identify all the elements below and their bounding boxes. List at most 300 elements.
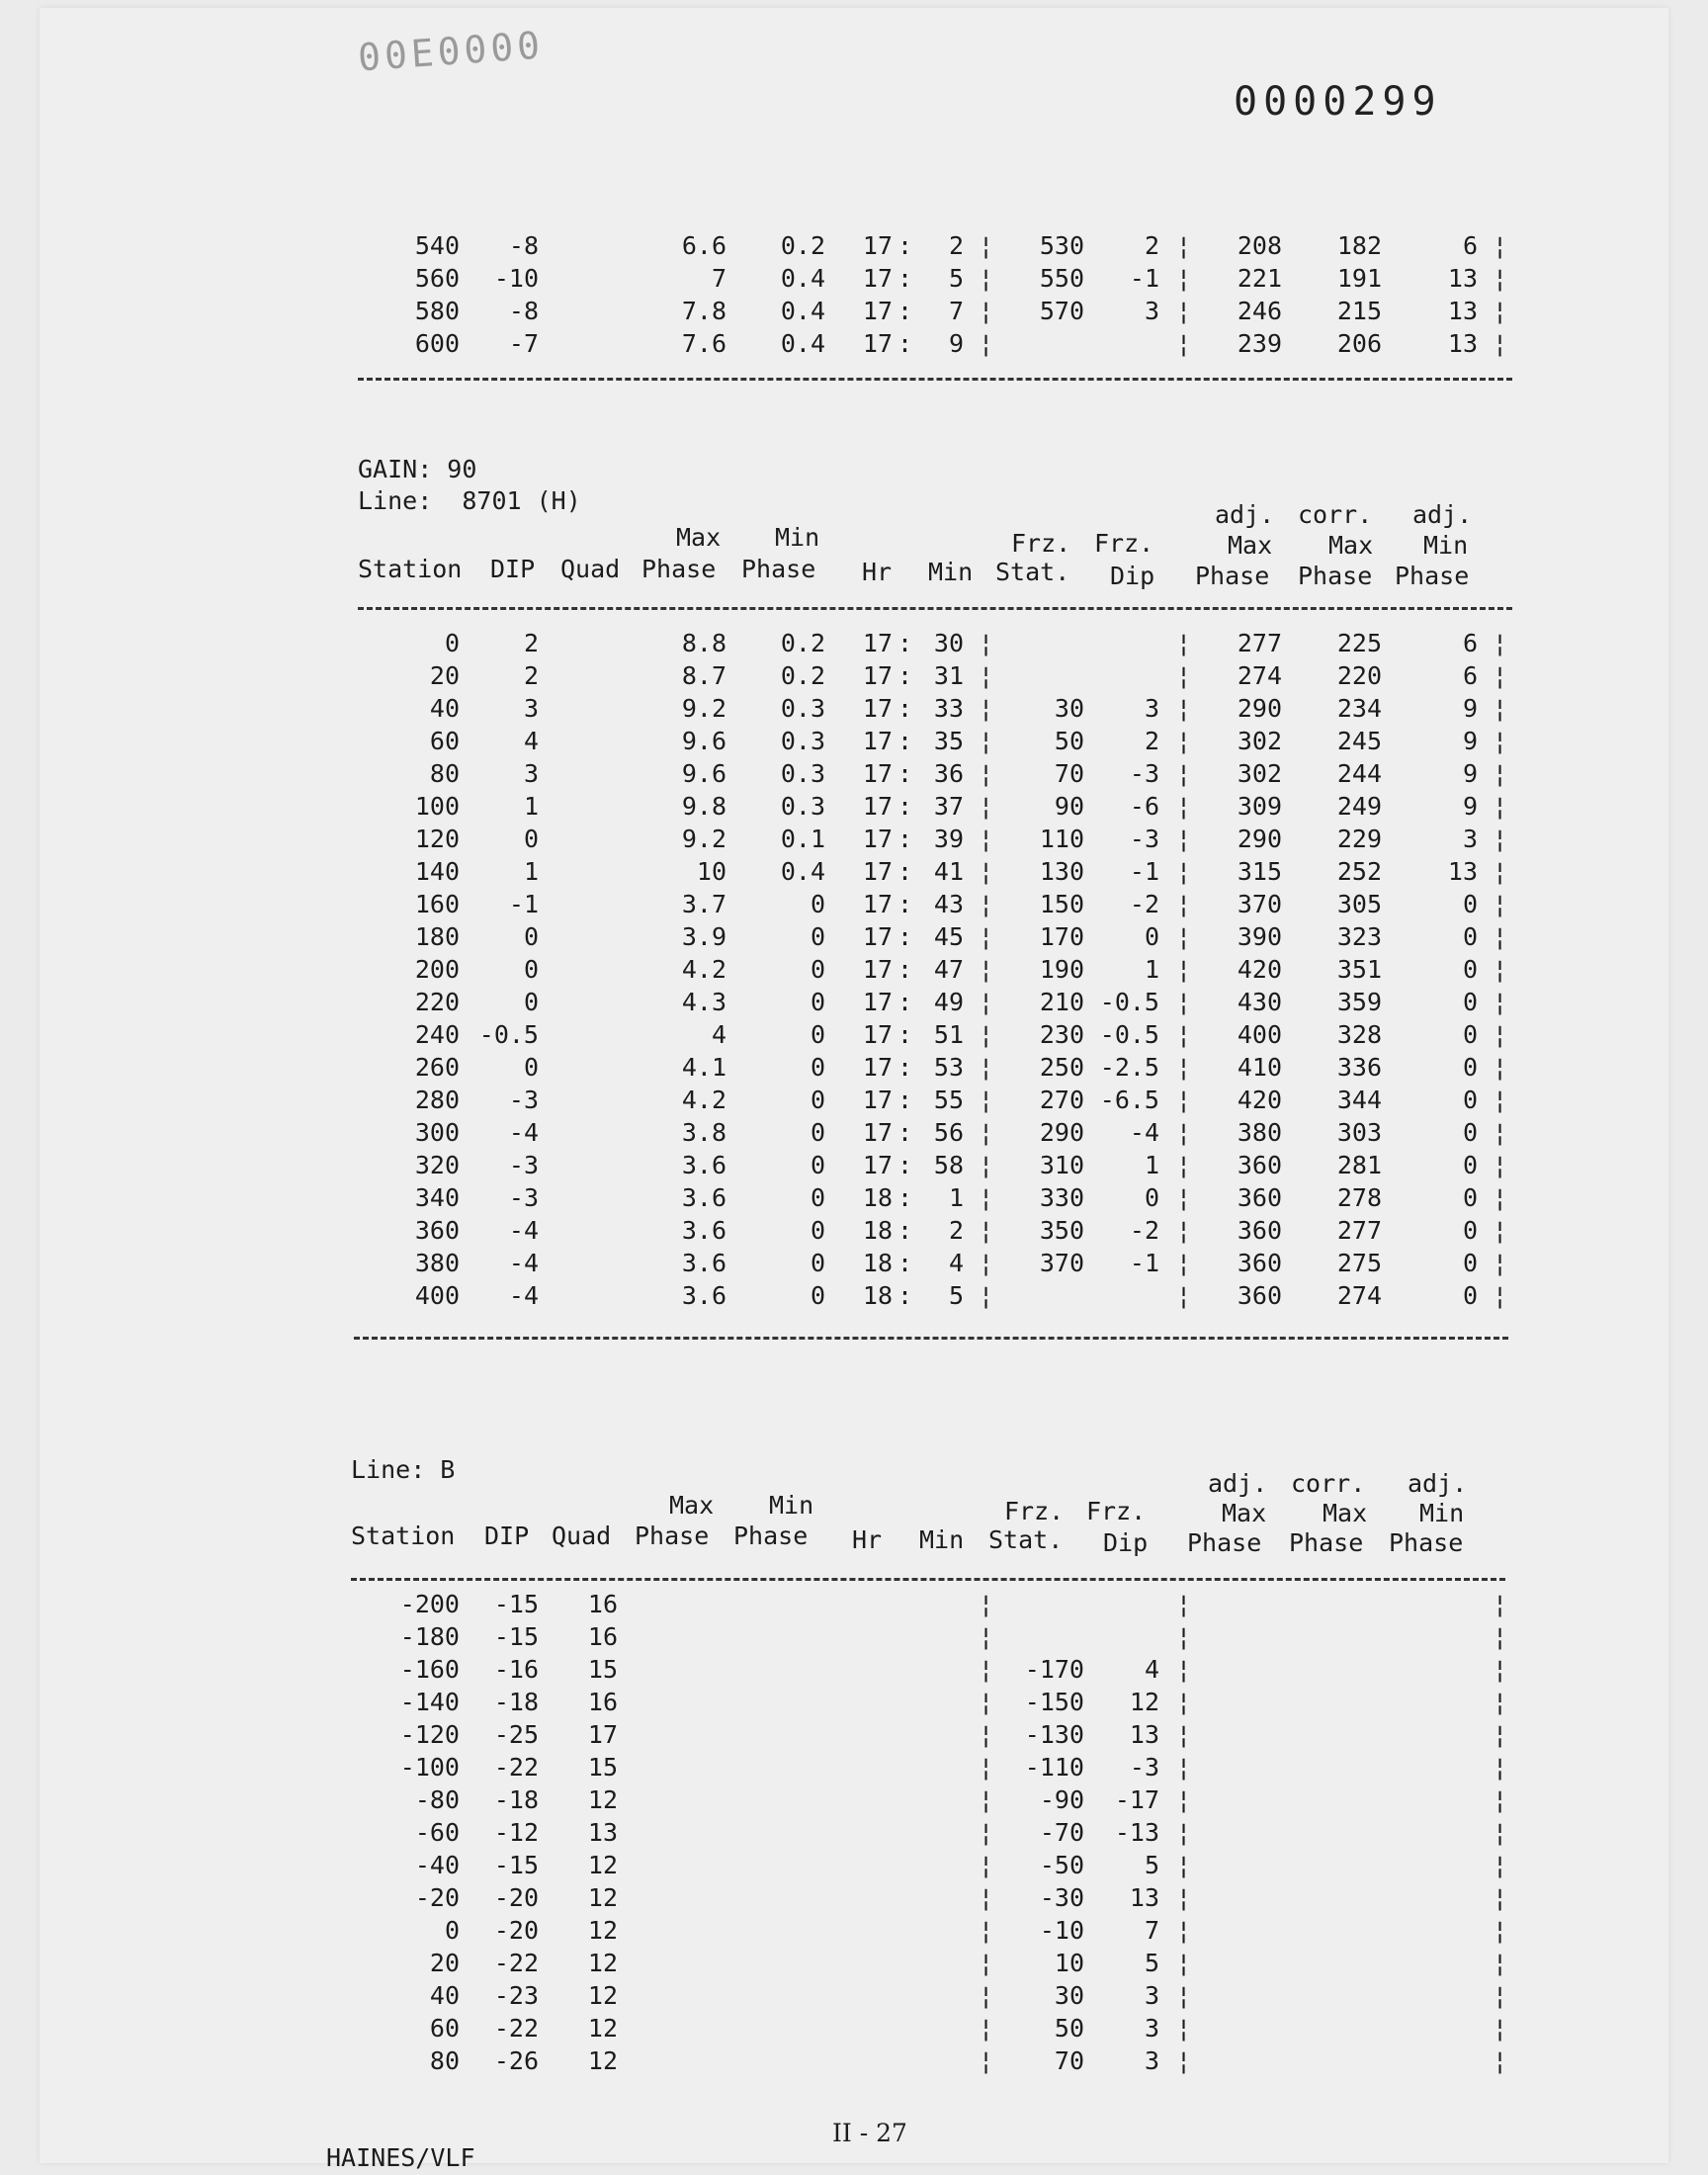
cell-corr-max: 206	[1336, 329, 1382, 358]
cell-frz-stat: 310	[1039, 1151, 1084, 1179]
cell-adj-max: 360	[1237, 1151, 1282, 1179]
cell-min: 9	[948, 329, 964, 358]
cell-separator: ¦	[1175, 1216, 1191, 1245]
cell-separator: ¦	[978, 1118, 993, 1147]
cell-separator: ¦	[1175, 1183, 1191, 1212]
header-b-adj-max-2: Max	[1222, 1499, 1267, 1527]
cell-min-phase: 0.4	[780, 329, 825, 358]
cell-adj-min: 9	[1462, 759, 1478, 788]
cell-corr-max: 182	[1336, 231, 1382, 260]
cell-hr: 17	[862, 629, 893, 657]
cell-adj-min: 9	[1462, 694, 1478, 723]
header-b-adj-min-2: Min	[1419, 1499, 1465, 1527]
table-row	[351, 1849, 1517, 1881]
cell-hr: 17	[862, 297, 893, 325]
table-row	[351, 1718, 1517, 1751]
cell-min: 51	[933, 1020, 964, 1049]
header-adj-max-3: Phase	[1195, 562, 1270, 590]
header-corr-max-3: Phase	[1298, 562, 1373, 590]
line-label-b: Line: B	[351, 1455, 456, 1484]
cell-min-phase: 0.4	[780, 857, 825, 886]
cell-max-phase: 7.6	[681, 329, 726, 358]
cell-station: 40	[429, 694, 460, 723]
cell-max-phase: 8.8	[681, 629, 726, 657]
cell-max-phase: 3.6	[681, 1183, 726, 1212]
cell-separator: ¦	[1175, 1655, 1191, 1684]
header-b-adj-min-1: adj.	[1408, 1469, 1468, 1498]
cell-min-phase: 0	[810, 1020, 825, 1049]
cell-quad: 15	[587, 1655, 618, 1684]
cell-frz-dip: 4	[1144, 1655, 1159, 1684]
cell-min: 30	[933, 629, 964, 657]
cell-min: 2	[948, 1216, 964, 1245]
cell-separator: ¦	[1492, 988, 1507, 1016]
cell-station: 160	[414, 890, 460, 918]
table-row	[351, 1653, 1517, 1686]
cell-separator: ¦	[1175, 890, 1191, 918]
cell-separator: ¦	[978, 1949, 993, 1977]
cell-station: 280	[414, 1086, 460, 1114]
cell-separator: ¦	[978, 1851, 993, 1879]
cell-station: 100	[414, 792, 460, 821]
header-frz-dip-top: Frz.	[1094, 529, 1154, 558]
cell-frz-stat: 30	[1054, 694, 1084, 723]
cell-max-phase: 9.6	[681, 759, 726, 788]
cell-separator: ¦	[978, 1020, 993, 1049]
cell-colon: :	[897, 922, 912, 951]
cell-frz-stat: 90	[1054, 792, 1084, 821]
line-label: Line: 8701 (H)	[358, 486, 581, 515]
cell-max-phase: 4.3	[681, 988, 726, 1016]
cell-separator: ¦	[1492, 1883, 1507, 1912]
cell-dip: -18	[493, 1688, 539, 1716]
cell-separator: ¦	[1175, 629, 1191, 657]
cell-dip: 1	[523, 857, 539, 886]
cell-min-phase: 0	[810, 922, 825, 951]
cell-hr: 18	[862, 1183, 893, 1212]
cell-station: 60	[429, 727, 460, 755]
cell-separator: ¦	[1492, 1818, 1507, 1847]
cell-station: -180	[399, 1622, 460, 1651]
cell-frz-dip: -0.5	[1099, 988, 1159, 1016]
cell-station: -20	[414, 1883, 460, 1912]
cell-separator: ¦	[1492, 922, 1507, 951]
gain-label: GAIN: 90	[358, 455, 477, 483]
cell-quad: 12	[587, 2014, 618, 2043]
cell-corr-max: 234	[1336, 694, 1382, 723]
cell-max-phase: 9.2	[681, 694, 726, 723]
cell-corr-max: 344	[1336, 1086, 1382, 1114]
cell-min-phase: 0.4	[780, 297, 825, 325]
cell-adj-min: 0	[1462, 1151, 1478, 1179]
cell-separator: ¦	[978, 2046, 993, 2075]
cell-frz-dip: 3	[1144, 2014, 1159, 2043]
table-row	[351, 1979, 1517, 2012]
cell-corr-max: 229	[1336, 825, 1382, 853]
cell-separator: ¦	[978, 1883, 993, 1912]
cell-station: 220	[414, 988, 460, 1016]
header-max-top: Max	[676, 523, 722, 552]
cell-corr-max: 215	[1336, 297, 1382, 325]
cell-frz-stat: -10	[1039, 1916, 1084, 1945]
cell-hr: 17	[862, 1151, 893, 1179]
cell-separator: ¦	[1492, 1851, 1507, 1879]
cell-station: 40	[429, 1981, 460, 2010]
cell-separator: ¦	[1492, 2014, 1507, 2043]
cell-separator: ¦	[1492, 1020, 1507, 1049]
cell-min: 4	[948, 1249, 964, 1277]
header-adj-max-2: Max	[1228, 531, 1273, 560]
cell-dip: -4	[508, 1118, 539, 1147]
cell-separator: ¦	[1492, 264, 1507, 293]
cell-separator: ¦	[978, 988, 993, 1016]
cell-max-phase: 3.9	[681, 922, 726, 951]
cell-separator: ¦	[1492, 329, 1507, 358]
cell-colon: :	[897, 629, 912, 657]
cell-separator: ¦	[1175, 661, 1191, 690]
cell-min-phase: 0	[810, 1086, 825, 1114]
cell-hr: 17	[862, 231, 893, 260]
header-b-max-top: Max	[669, 1491, 715, 1520]
cell-separator: ¦	[1492, 1622, 1507, 1651]
cell-station: -200	[399, 1590, 460, 1618]
cell-separator: ¦	[1492, 1281, 1507, 1310]
cell-adj-max: 290	[1237, 825, 1282, 853]
cell-separator: ¦	[1175, 1590, 1191, 1618]
cell-separator: ¦	[1492, 629, 1507, 657]
cell-max-phase: 4	[711, 1020, 726, 1049]
archive-stamp: 00E0000	[356, 23, 546, 80]
cell-frz-stat: 550	[1039, 264, 1084, 293]
cell-station: 300	[414, 1118, 460, 1147]
cell-corr-max: 275	[1336, 1249, 1382, 1277]
cell-separator: ¦	[1175, 922, 1191, 951]
cell-separator: ¦	[1175, 857, 1191, 886]
cell-separator: ¦	[1492, 1216, 1507, 1245]
cell-separator: ¦	[1175, 792, 1191, 821]
cell-separator: ¦	[1492, 1590, 1507, 1618]
cell-dip: -4	[508, 1281, 539, 1310]
cell-separator: ¦	[1175, 1281, 1191, 1310]
cell-adj-max: 410	[1237, 1053, 1282, 1082]
cell-frz-dip: 0	[1144, 922, 1159, 951]
header-b-hr: Hr	[852, 1525, 883, 1554]
header-min: Min	[928, 558, 974, 586]
table-row	[351, 1881, 1517, 1914]
cell-max-phase: 9.8	[681, 792, 726, 821]
cell-separator: ¦	[978, 825, 993, 853]
cell-hr: 17	[862, 1086, 893, 1114]
cell-station: 340	[414, 1183, 460, 1212]
cell-adj-min: 13	[1447, 329, 1478, 358]
cell-hr: 17	[862, 1053, 893, 1082]
cell-frz-stat: 50	[1054, 2014, 1084, 2043]
cell-station: 0	[444, 629, 460, 657]
header-b-min-phase: Phase	[733, 1522, 809, 1550]
cell-min-phase: 0.2	[780, 661, 825, 690]
cell-colon: :	[897, 1086, 912, 1114]
cell-corr-max: 359	[1336, 988, 1382, 1016]
table-row	[351, 953, 1517, 986]
cell-quad: 12	[587, 1851, 618, 1879]
header-b-frz-stat: Stat.	[988, 1525, 1064, 1554]
cell-separator: ¦	[1175, 297, 1191, 325]
table-row	[351, 1279, 1517, 1312]
cell-separator: ¦	[978, 1753, 993, 1782]
cell-min: 36	[933, 759, 964, 788]
cell-dip: -10	[493, 264, 539, 293]
cell-separator: ¦	[978, 955, 993, 984]
cell-separator: ¦	[1175, 1053, 1191, 1082]
cell-separator: ¦	[1492, 1720, 1507, 1749]
cell-separator: ¦	[1175, 955, 1191, 984]
table-continuation	[351, 229, 1517, 360]
header-frz-dip: Dip	[1110, 562, 1155, 590]
header-b-adj-max-3: Phase	[1187, 1528, 1262, 1557]
header-dip: DIP	[490, 555, 536, 583]
table-row	[351, 1149, 1517, 1181]
cell-frz-stat: -150	[1024, 1688, 1084, 1716]
cell-quad: 15	[587, 1753, 618, 1782]
cell-max-phase: 6.6	[681, 231, 726, 260]
cell-min: 53	[933, 1053, 964, 1082]
cell-separator: ¦	[978, 329, 993, 358]
cell-dip: 1	[523, 792, 539, 821]
table-line-8701	[351, 627, 1517, 1312]
cell-dip: -12	[493, 1818, 539, 1847]
table-line-b	[351, 1588, 1517, 2077]
cell-min-phase: 0.3	[780, 727, 825, 755]
cell-frz-dip: -6.5	[1099, 1086, 1159, 1114]
cell-separator: ¦	[978, 792, 993, 821]
cell-frz-dip: 3	[1144, 297, 1159, 325]
cell-min: 37	[933, 792, 964, 821]
cell-separator: ¦	[1175, 1622, 1191, 1651]
cell-separator: ¦	[1492, 297, 1507, 325]
cell-quad: 16	[587, 1622, 618, 1651]
cell-hr: 18	[862, 1216, 893, 1245]
cell-frz-dip: -3	[1129, 825, 1159, 853]
cell-corr-max: 220	[1336, 661, 1382, 690]
cell-separator: ¦	[978, 264, 993, 293]
cell-separator: ¦	[1492, 661, 1507, 690]
cell-min: 45	[933, 922, 964, 951]
cell-separator: ¦	[978, 759, 993, 788]
table-row	[351, 627, 1517, 659]
cell-min: 39	[933, 825, 964, 853]
table-row	[351, 1784, 1517, 1816]
cell-colon: :	[897, 329, 912, 358]
table-row	[351, 1214, 1517, 1247]
table-row	[351, 1816, 1517, 1849]
cell-hr: 17	[862, 329, 893, 358]
cell-frz-dip: 2	[1144, 727, 1159, 755]
header-min-top: Min	[775, 523, 820, 552]
cell-min-phase: 0.4	[780, 264, 825, 293]
cell-colon: :	[897, 1020, 912, 1049]
cell-station: 20	[429, 661, 460, 690]
header-b-adj-max-1: adj.	[1208, 1469, 1268, 1498]
cell-adj-max: 370	[1237, 890, 1282, 918]
header-b-min: Min	[919, 1525, 965, 1554]
cell-separator: ¦	[1175, 1249, 1191, 1277]
cell-station: 80	[429, 2046, 460, 2075]
cell-separator: ¦	[1492, 1655, 1507, 1684]
cell-min: 43	[933, 890, 964, 918]
cell-frz-stat: -50	[1039, 1851, 1084, 1879]
header-b-station: Station	[351, 1522, 456, 1550]
page-number: II - 27	[832, 2119, 907, 2147]
cell-hr: 17	[862, 988, 893, 1016]
cell-corr-max: 245	[1336, 727, 1382, 755]
cell-station: 20	[429, 1949, 460, 1977]
cell-colon: :	[897, 1151, 912, 1179]
cell-adj-max: 360	[1237, 1183, 1282, 1212]
cell-adj-max: 315	[1237, 857, 1282, 886]
cell-separator: ¦	[978, 857, 993, 886]
cell-separator: ¦	[978, 1720, 993, 1749]
table-row	[351, 692, 1517, 725]
cell-dip: -3	[508, 1086, 539, 1114]
cell-min-phase: 0.2	[780, 231, 825, 260]
table-row	[351, 790, 1517, 823]
cell-frz-stat: 170	[1039, 922, 1084, 951]
cell-min-phase: 0.2	[780, 629, 825, 657]
cell-frz-stat: 230	[1039, 1020, 1084, 1049]
cell-adj-min: 0	[1462, 1183, 1478, 1212]
cell-frz-dip: 1	[1144, 1151, 1159, 1179]
cell-dip: -4	[508, 1249, 539, 1277]
cell-corr-max: 351	[1336, 955, 1382, 984]
cell-adj-min: 0	[1462, 1118, 1478, 1147]
cell-dip: -3	[508, 1151, 539, 1179]
cell-dip: -8	[508, 231, 539, 260]
cell-colon: :	[897, 264, 912, 293]
cell-separator: ¦	[1175, 1118, 1191, 1147]
cell-frz-dip: -1	[1129, 264, 1159, 293]
cell-dip: -18	[493, 1785, 539, 1814]
cell-min: 33	[933, 694, 964, 723]
cell-separator: ¦	[1492, 1086, 1507, 1114]
cell-adj-min: 0	[1462, 1020, 1478, 1049]
cell-separator: ¦	[1492, 1118, 1507, 1147]
cell-adj-min: 0	[1462, 1249, 1478, 1277]
divider	[358, 607, 1512, 610]
cell-max-phase: 7	[711, 264, 726, 293]
table-row	[351, 262, 1517, 295]
header-adj-max-1: adj.	[1215, 500, 1275, 529]
cell-separator: ¦	[978, 1655, 993, 1684]
cell-frz-stat: -170	[1024, 1655, 1084, 1684]
cell-adj-min: 9	[1462, 727, 1478, 755]
cell-station: 600	[414, 329, 460, 358]
cell-hr: 17	[862, 890, 893, 918]
cell-max-phase: 3.6	[681, 1249, 726, 1277]
cell-separator: ¦	[1492, 727, 1507, 755]
cell-station: 60	[429, 2014, 460, 2043]
cell-station: 540	[414, 231, 460, 260]
cell-frz-stat: 10	[1054, 1949, 1084, 1977]
cell-separator: ¦	[1492, 955, 1507, 984]
cell-corr-max: 305	[1336, 890, 1382, 918]
cell-dip: -3	[508, 1183, 539, 1212]
cell-corr-max: 278	[1336, 1183, 1382, 1212]
cell-frz-dip: 1	[1144, 955, 1159, 984]
cell-separator: ¦	[978, 629, 993, 657]
table-row	[351, 1620, 1517, 1653]
cell-frz-dip: -4	[1129, 1118, 1159, 1147]
cell-dip: 0	[523, 988, 539, 1016]
table-row	[351, 920, 1517, 953]
cell-station: -100	[399, 1753, 460, 1782]
cell-separator: ¦	[1492, 1753, 1507, 1782]
cell-dip: -22	[493, 1949, 539, 1977]
cell-adj-min: 0	[1462, 988, 1478, 1016]
cell-frz-dip: 7	[1144, 1916, 1159, 1945]
cell-separator: ¦	[1492, 1151, 1507, 1179]
cell-quad: 12	[587, 1883, 618, 1912]
cell-separator: ¦	[1492, 231, 1507, 260]
table-row	[351, 2044, 1517, 2077]
cell-frz-stat: -130	[1024, 1720, 1084, 1749]
cell-frz-dip: 12	[1129, 1688, 1159, 1716]
cell-frz-stat: -110	[1024, 1753, 1084, 1782]
cell-station: -60	[414, 1818, 460, 1847]
header-quad: Quad	[560, 555, 621, 583]
cell-dip: -25	[493, 1720, 539, 1749]
cell-separator: ¦	[1175, 1981, 1191, 2010]
cell-station: 400	[414, 1281, 460, 1310]
cell-colon: :	[897, 955, 912, 984]
cell-adj-min: 9	[1462, 792, 1478, 821]
cell-min: 5	[948, 1281, 964, 1310]
cell-max-phase: 10	[696, 857, 726, 886]
cell-station: 240	[414, 1020, 460, 1049]
cell-separator: ¦	[1492, 1949, 1507, 1977]
cell-hr: 17	[862, 955, 893, 984]
cell-adj-max: 430	[1237, 988, 1282, 1016]
cell-dip: 2	[523, 661, 539, 690]
header-frz-stat-top: Frz.	[1011, 529, 1071, 558]
cell-min-phase: 0	[810, 1053, 825, 1082]
header-b-corr-max-3: Phase	[1289, 1528, 1364, 1557]
cell-frz-stat: 350	[1039, 1216, 1084, 1245]
cell-adj-min: 13	[1447, 857, 1478, 886]
cell-min: 35	[933, 727, 964, 755]
cell-quad: 12	[587, 1916, 618, 1945]
cell-separator: ¦	[978, 922, 993, 951]
cell-max-phase: 3.6	[681, 1216, 726, 1245]
cell-colon: :	[897, 1183, 912, 1212]
cell-frz-stat: 290	[1039, 1118, 1084, 1147]
cell-corr-max: 244	[1336, 759, 1382, 788]
header-corr-max-1: corr.	[1298, 500, 1373, 529]
cell-dip: -7	[508, 329, 539, 358]
cell-station: -140	[399, 1688, 460, 1716]
cell-station: 360	[414, 1216, 460, 1245]
cell-adj-min: 6	[1462, 629, 1478, 657]
cell-separator: ¦	[1175, 1753, 1191, 1782]
table-row	[351, 229, 1517, 262]
cell-frz-dip: -17	[1114, 1785, 1159, 1814]
cell-adj-min: 6	[1462, 661, 1478, 690]
cell-dip: -15	[493, 1851, 539, 1879]
cell-frz-stat: 70	[1054, 2046, 1084, 2075]
cell-frz-stat: 110	[1039, 825, 1084, 853]
cell-hr: 17	[862, 922, 893, 951]
cell-adj-min: 0	[1462, 955, 1478, 984]
cell-separator: ¦	[1175, 329, 1191, 358]
